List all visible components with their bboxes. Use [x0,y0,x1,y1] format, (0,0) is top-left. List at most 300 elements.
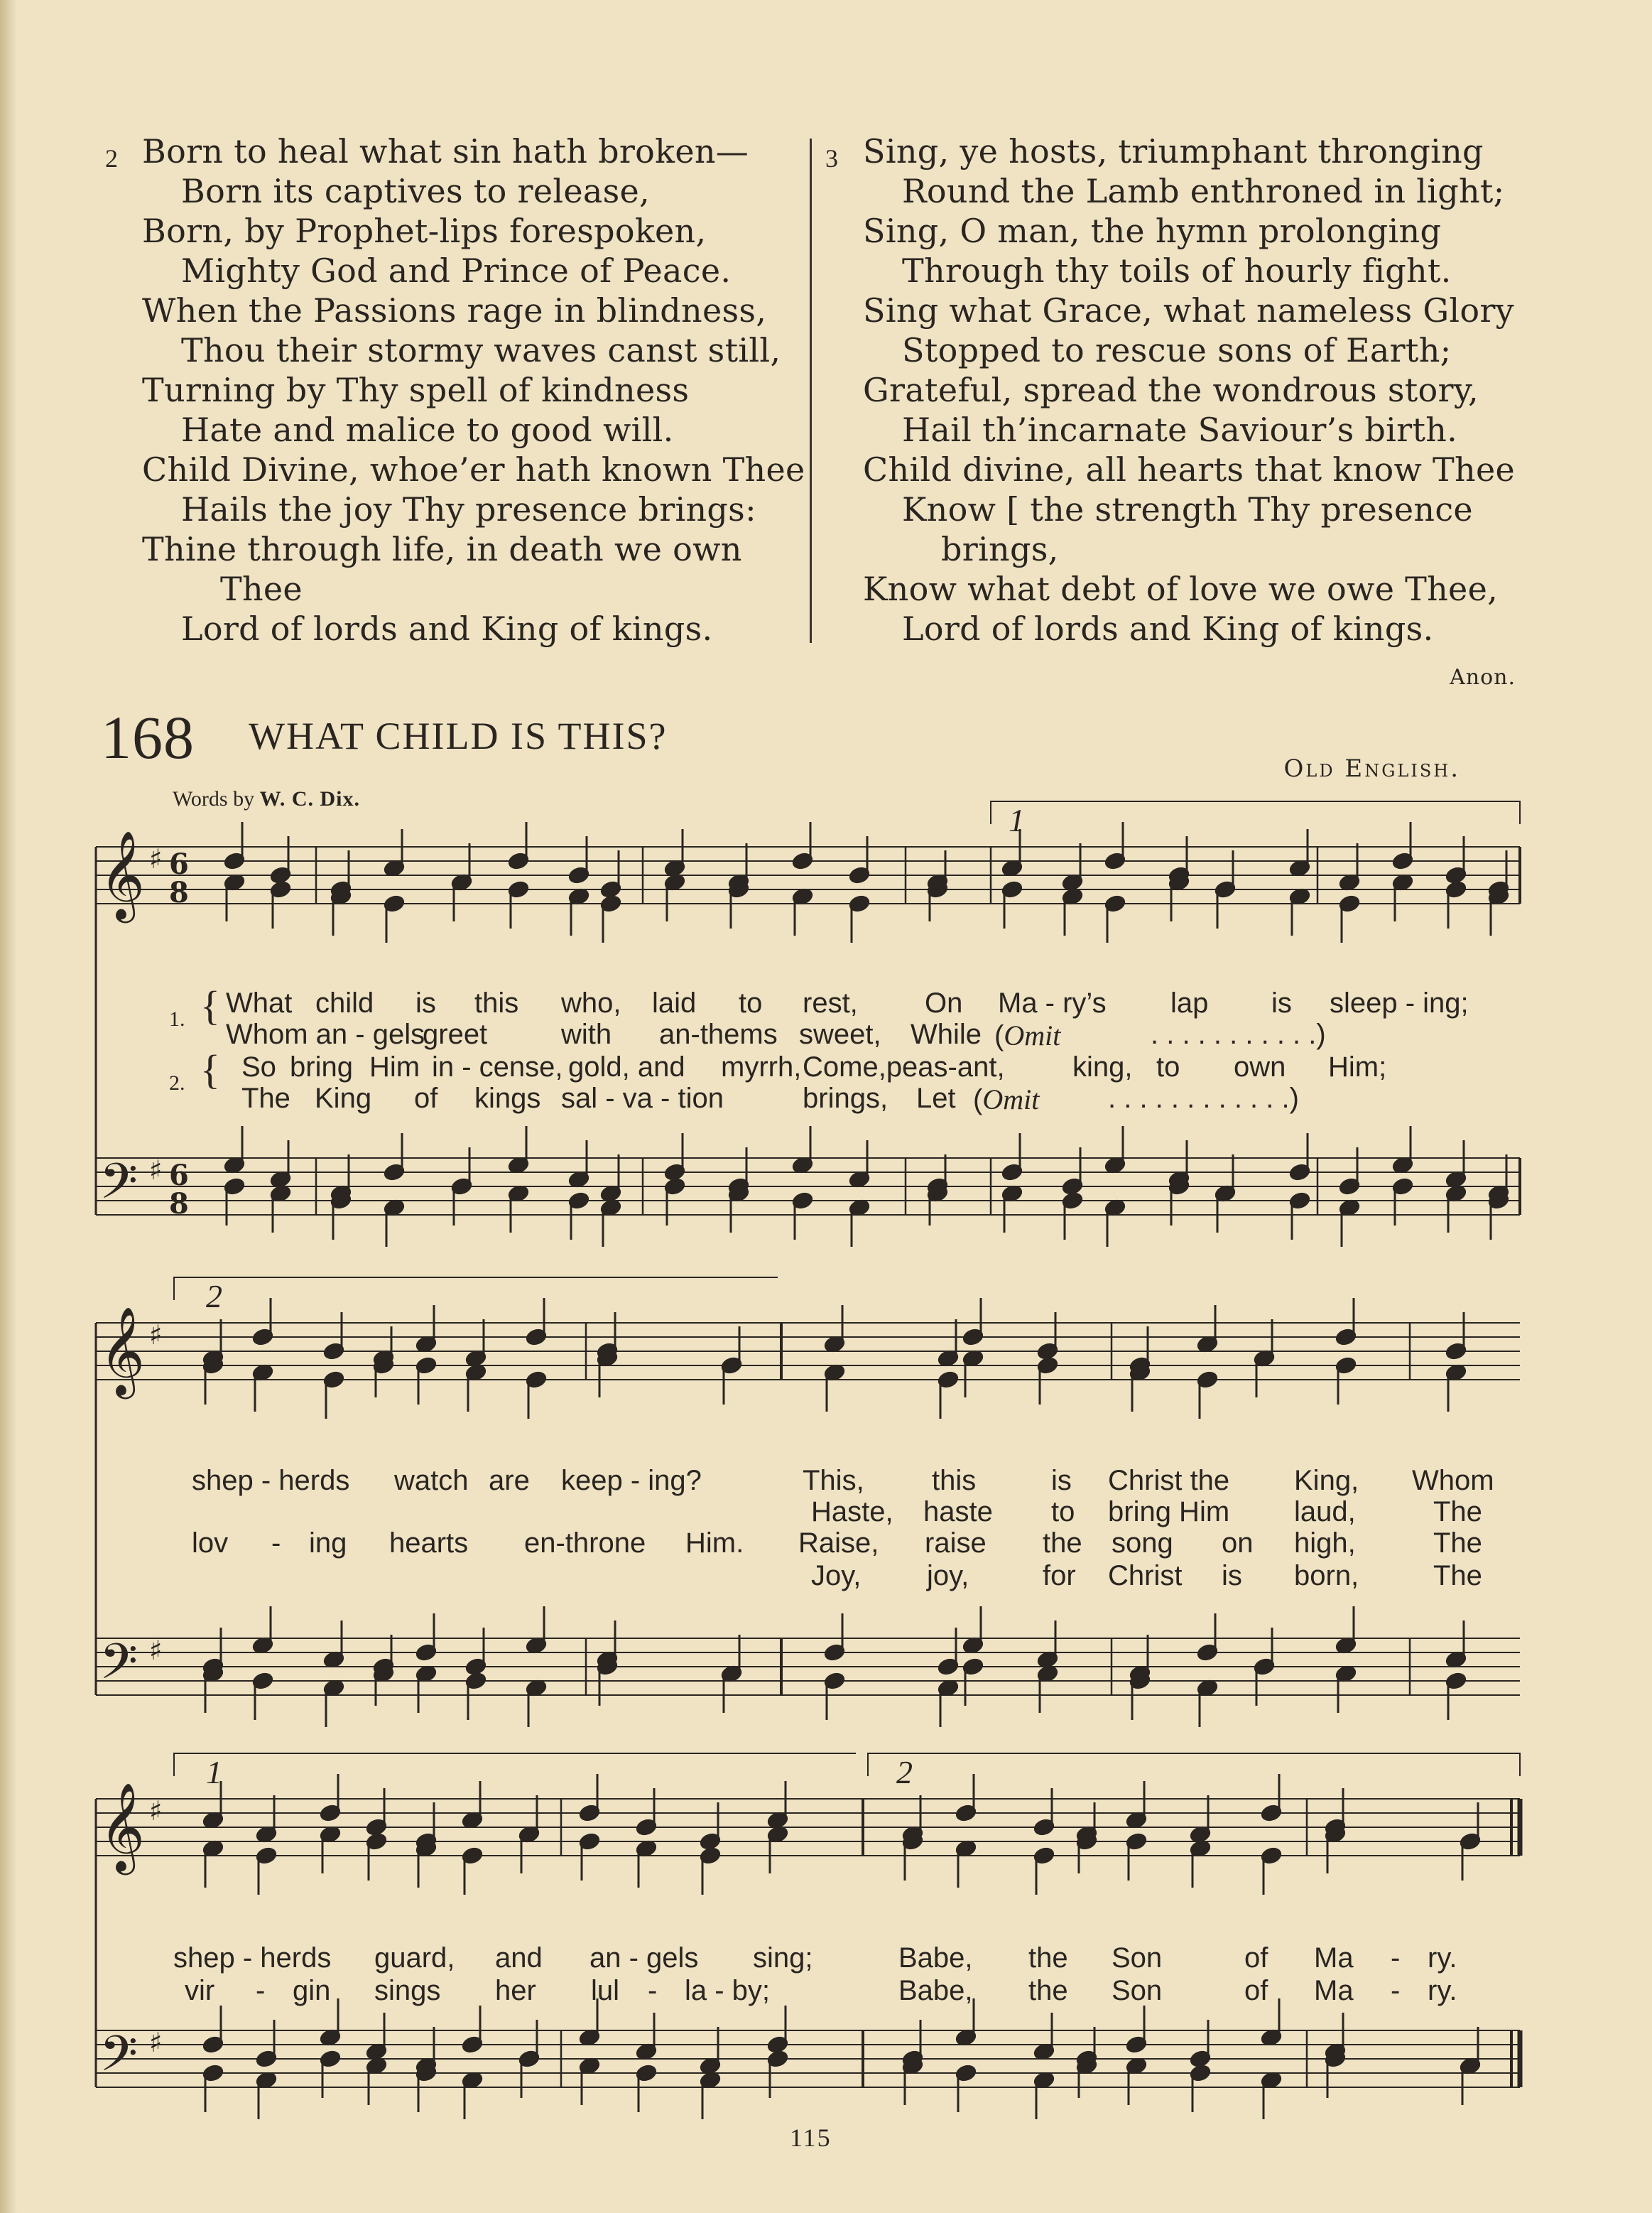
note-head [1076,2050,1098,2068]
verse-line: Grateful, spread the wondrous story, [863,371,1479,409]
note-head [664,873,686,892]
lyric-syllable: The [1433,1496,1482,1527]
note-head [270,1170,292,1189]
note-head [664,1163,686,1181]
lyric-syllable: watch [394,1465,469,1496]
note-head [224,1156,246,1174]
note-head [1261,2071,1283,2089]
note-head [465,1657,487,1676]
lyric-syllable: of [1244,1975,1268,2006]
note-head [579,2057,601,2075]
note-head [1062,1191,1084,1210]
svg-text:♯: ♯ [149,1319,163,1351]
omit-note: (Omit [994,1019,1061,1051]
verse-3-number: 3 [825,144,838,173]
note-head [1037,1650,1059,1669]
note-head [600,880,622,899]
lyric-syllable: bring Him [1108,1496,1230,1527]
note-head [664,859,686,877]
lyric-syllable: Babe, [898,1975,973,2006]
note-head [451,1177,473,1196]
note-head [597,1342,619,1360]
tune-name: Old English. [1283,754,1460,783]
lyric-syllable: Let [916,1083,956,1114]
note-head [955,2028,977,2047]
note-head [1460,2057,1482,2075]
note-head [1076,2057,1098,2075]
page-number: 115 [790,2123,832,2152]
note-head [664,1177,686,1196]
note-head [1129,1363,1151,1382]
note-head [568,1191,590,1210]
note-head [270,880,292,899]
lyric-syllable: an - gels [589,1942,699,1974]
note-head [927,1177,949,1196]
lyric-syllable: an-thems [659,1019,778,1050]
note-head [270,1184,292,1203]
note-head [320,2028,342,2047]
note-head [824,1643,846,1662]
lyric-syllable: this [474,988,519,1019]
lyric-syllable: Son [1112,1942,1163,1974]
note-head [1001,1184,1023,1203]
verse-line: Know what debt of love we owe Thee, [863,570,1499,608]
lyric-syllable: sal - va - tion [561,1083,724,1114]
note-head [462,2035,484,2054]
staff-bass-3 [96,2030,1520,2087]
note-head [579,1832,601,1851]
lyric-syllable: of [1244,1942,1268,1974]
lyric-syllable: Raise, [798,1527,879,1559]
lyric-syllable: raise [925,1527,987,1559]
note-head [1076,1825,1098,1844]
note-head [938,1370,960,1389]
verse-line: Sing, ye hosts, triumphant thronging [863,132,1484,171]
note-head [955,2064,977,2082]
lyric-syllable: guard, [374,1942,455,1974]
note-head [767,2035,789,2054]
hymn-title: WHAT CHILD IS THIS? [249,715,668,757]
note-head [366,1818,388,1836]
note-head [568,1170,590,1189]
staff-bass-2 [96,1638,1520,1695]
note-head [465,1672,487,1690]
note-head [202,1657,224,1676]
ending-1-label: 1 [206,1754,222,1790]
staff-treble-3 [96,1799,1520,1856]
verse-line: Through thy toils of hourly fight. [902,251,1452,290]
note-head [1261,1804,1283,1822]
note-head [849,1170,871,1189]
note-head [1460,1832,1482,1851]
verse-attribution: Anon. [1450,665,1516,690]
note-head [927,880,949,899]
note-head [1254,1349,1276,1368]
note-head [202,1349,224,1368]
note-head [1392,1177,1414,1196]
note-head [252,1363,274,1382]
lyric-syllable: shep - herds [192,1465,350,1496]
note-head [927,1184,949,1203]
note-head [721,1356,743,1375]
note-head [526,1679,548,1697]
note-head [526,1636,548,1655]
note-head [1254,1349,1276,1368]
lyric-syllable: - [1391,1942,1401,1974]
note-head [636,2042,658,2061]
note-head [938,1657,960,1676]
note-head [1460,2057,1482,2075]
note-head [1104,1199,1126,1217]
note-head [721,1356,743,1375]
note-head [1488,1191,1510,1210]
lyric-syllable: born, [1294,1560,1359,1591]
lyric-syllable: Come,peas-ant, [803,1051,1005,1083]
note-head [415,2064,438,2082]
note-head [1445,866,1467,884]
svg-text:6: 6 [169,848,189,881]
note-head [330,880,352,899]
note-head [415,1335,438,1353]
lyric-syllable: on [1222,1527,1254,1559]
note-head [1168,1177,1190,1196]
bass-clef-icon: 𝄢 [99,2025,138,2094]
lyric-syllable: What [226,988,293,1019]
omit-dots: . . . . . . . . . . .) [1151,1019,1326,1050]
note-head [1445,1184,1467,1203]
note-head [728,880,750,899]
lyric-syllable: shep - herds [173,1942,332,1974]
lyric-syllable: high, [1294,1527,1356,1559]
note-head [1335,1665,1357,1683]
note-head [600,1199,622,1217]
note-head [518,1825,540,1844]
note-head [415,1665,438,1683]
note-head [1126,2035,1148,2054]
note-head [1254,1657,1276,1676]
note-head [1129,1665,1151,1683]
note-head [366,2042,388,2061]
note-head [728,1177,750,1196]
note-head [415,1839,438,1858]
lyric-syllable: The [1433,1527,1482,1559]
note-head [518,2050,540,2068]
lyric-syllable: for [1043,1560,1076,1591]
note-head [792,852,814,870]
note-head [1001,1163,1023,1181]
note-head [767,1811,789,1829]
note-head [849,866,871,884]
note-head [849,1199,871,1217]
note-head [384,1163,406,1181]
note-head [465,1363,487,1382]
brace: { [200,983,220,1029]
note-head [320,1804,342,1822]
note-head [1197,1679,1219,1697]
lyric-syllable: song [1112,1527,1173,1559]
verse-line: Lord of lords and King of kings. [181,610,713,648]
lyric-syllable: Ma [1314,1975,1354,2006]
note-head [1325,2042,1347,2061]
note-head [1488,887,1510,906]
note-head [824,1363,846,1382]
note-head [1001,859,1023,877]
note-head [1339,1177,1361,1196]
note-head [451,1177,473,1196]
note-head [792,1191,814,1210]
note-head [1197,1643,1219,1662]
lyric-syllable: to [1156,1051,1180,1083]
verse-line: Hails the joy Thy presence brings: [181,490,756,529]
note-head [1168,873,1190,892]
verse-line: Hate and malice to good will. [181,411,674,449]
lyric-syllable: laud, [1294,1496,1356,1527]
note-head [597,1349,619,1368]
lyric-syllable: child [315,988,374,1019]
note-head [1126,2057,1148,2075]
words-credit-prefix: Words by [173,787,255,811]
note-head [373,1665,395,1683]
lyric-syllable: is [1271,988,1292,1019]
note-head [938,1679,960,1697]
verse-line: When the Passions rage in blindness, [142,291,767,330]
treble-clef-icon: 𝄞 [99,1782,145,1871]
stanza-2-number: 2. [169,1071,185,1095]
note-head [415,1643,438,1662]
verse-line: Born to heal what sin hath broken— [142,132,749,171]
verse-line: Thine through life, in death we own [142,530,742,568]
note-head [1392,1156,1414,1174]
note-head [415,1356,438,1375]
lyric-syllable: Him. [685,1527,744,1559]
note-head [1214,880,1237,899]
note-head [270,866,292,884]
note-head [700,1832,722,1851]
note-head [1104,852,1126,870]
verse-line: Born, by Prophet-lips forespoken, [142,212,707,250]
lyric-syllable: ry. [1428,1942,1457,1974]
note-head [600,1184,622,1203]
lyric-syllable: sing; [753,1942,813,1974]
note-head [1261,2028,1283,2047]
note-head [330,887,352,906]
note-head [1254,1657,1276,1676]
lyric-syllable: The [241,1083,290,1114]
svg-text:♯: ♯ [149,1795,163,1827]
note-head [323,1679,345,1697]
note-head [962,1636,984,1655]
note-head [1214,1184,1237,1203]
note-head [373,1356,395,1375]
note-head [1197,1370,1219,1389]
lyric-syllable: ry. [1428,1975,1457,2006]
note-head [1168,1170,1190,1189]
words-credit [173,787,360,811]
note-head [1037,1665,1059,1683]
note-head [824,1672,846,1690]
lyric-syllable: Babe, [898,1942,973,1974]
lyric-syllable: to [1051,1496,1075,1527]
note-head [902,2057,924,2075]
lyric-syllable: in - cense, [432,1051,563,1083]
note-head [1445,1342,1467,1360]
verse-line: Born its captives to release, [181,172,650,210]
bass-clef-icon: 𝄢 [99,1633,138,1702]
note-head [462,2071,484,2089]
verse-line: Stopped to rescue sons of Earth; [902,331,1452,369]
lyric-syllable: are [489,1465,530,1496]
note-head [1339,894,1361,913]
note-head [320,2050,342,2068]
note-head [518,2050,540,2068]
note-head [1190,1839,1212,1858]
lyric-syllable: sweet, [799,1019,881,1050]
ending-2-label: 2 [896,1754,913,1790]
note-head [568,866,590,884]
lyric-syllable: Him [369,1051,420,1083]
lyric-syllable: Whom [1412,1465,1494,1496]
lyric-syllable: Whom an - gels [226,1019,425,1050]
note-head [366,2057,388,2075]
note-head [1392,873,1414,892]
lyric-syllable: Him; [1328,1051,1387,1083]
note-head [1104,894,1126,913]
note-head [1197,1335,1219,1353]
note-head [767,2050,789,2068]
verse-2 [142,131,845,649]
note-head [256,1846,278,1865]
note-head [202,2035,224,2054]
note-head [1289,887,1311,906]
lyric-syllable: sleep - ing; [1330,988,1469,1019]
note-head [792,1156,814,1174]
lyric-syllable: of [414,1083,438,1114]
lyric-syllable: Joy, [811,1560,862,1591]
lyric-syllable: King, [1294,1465,1359,1496]
note-head [373,1657,395,1676]
note-head [1076,1832,1098,1851]
note-head [1033,2071,1055,2089]
note-head [721,1665,743,1683]
note-head [462,1811,484,1829]
lyric-syllable: rest, [803,988,858,1019]
bass-clef-icon: 𝄢 [99,1152,138,1222]
note-head [1190,1825,1212,1844]
note-head [1129,1672,1151,1690]
note-head [1488,1184,1510,1203]
verse-line: Sing, O man, the hymn prolonging [863,212,1442,250]
lyric-syllable: hearts [389,1527,469,1559]
lyric-syllable: Christ the [1108,1465,1230,1496]
lyric-syllable: own [1234,1051,1286,1083]
note-head [1001,880,1023,899]
lyric-syllable: So [241,1051,276,1083]
note-head [902,1832,924,1851]
svg-text:♯: ♯ [149,1154,163,1186]
lyric-syllable: - [256,1975,266,2006]
lyric-syllable: keep - ing? [561,1465,702,1496]
note-head [1037,1356,1059,1375]
lyric-syllable: is [1051,1465,1072,1496]
svg-text:♯: ♯ [149,843,163,875]
verse-line: brings, [941,530,1059,568]
note-head [636,2064,658,2082]
note-head [1190,2050,1212,2068]
note-head [938,1349,960,1368]
note-head [1037,1342,1059,1360]
note-head [330,1191,352,1210]
lyric-syllable: joy, [927,1560,969,1591]
lyric-syllable: On [925,988,963,1019]
note-head [1289,859,1311,877]
note-head [224,873,246,892]
verse-line: Know [ the strength Thy presence [902,490,1473,529]
note-head [202,1665,224,1683]
note-head [1445,1650,1467,1669]
lyric-syllable: lap [1170,988,1209,1019]
omit-dots: . . . . . . . . . . . .) [1108,1083,1299,1114]
barlines-2 [586,1323,1410,1695]
note-head [465,1349,487,1368]
note-head [451,873,473,892]
note-head [1392,852,1414,870]
note-head [1289,1191,1311,1210]
note-head [1062,887,1084,906]
svg-text:8: 8 [169,1187,189,1221]
note-head [384,859,406,877]
lyric-syllable: la - by; [685,1975,771,2006]
hymn-number: 168 [101,703,195,772]
note-head [902,2050,924,2068]
note-head [202,1811,224,1829]
note-head [526,1370,548,1389]
lyric-syllable: Son [1112,1975,1163,2006]
lyric-syllable: lov [192,1527,229,1559]
note-head [1339,873,1361,892]
note-head [320,1825,342,1844]
note-head [1261,1846,1283,1865]
lyric-syllable: ing [309,1527,347,1559]
lyric-syllable: king, [1072,1051,1133,1083]
note-head [962,1657,984,1676]
verse-divider [810,139,812,643]
lyric-syllable: to [739,988,763,1019]
note-head [597,1657,619,1676]
note-head [1168,866,1190,884]
lyric-syllable: vir [185,1975,215,2006]
note-head [1325,1818,1347,1836]
note-head [1488,880,1510,899]
omit-note: (Omit [973,1083,1040,1115]
note-head [256,2071,278,2089]
lyric-syllable: en-throne [524,1527,646,1559]
note-head [792,887,814,906]
lyric-syllable: who, [561,988,621,1019]
lyric-syllable: - [1391,1975,1401,2006]
note-head [1335,1356,1357,1375]
lyric-syllable: - [271,1527,281,1559]
note-head [1033,1818,1055,1836]
note-head [902,1825,924,1844]
lyric-syllable: the [1028,1942,1068,1974]
note-head [508,880,530,899]
lyric-syllable: The [1433,1560,1482,1591]
note-head [700,2071,722,2089]
lyric-syllable: her [495,1975,536,2006]
lyric-syllable: Christ [1108,1560,1183,1591]
lyric-syllable: bring [290,1051,353,1083]
note-head [526,1328,548,1346]
